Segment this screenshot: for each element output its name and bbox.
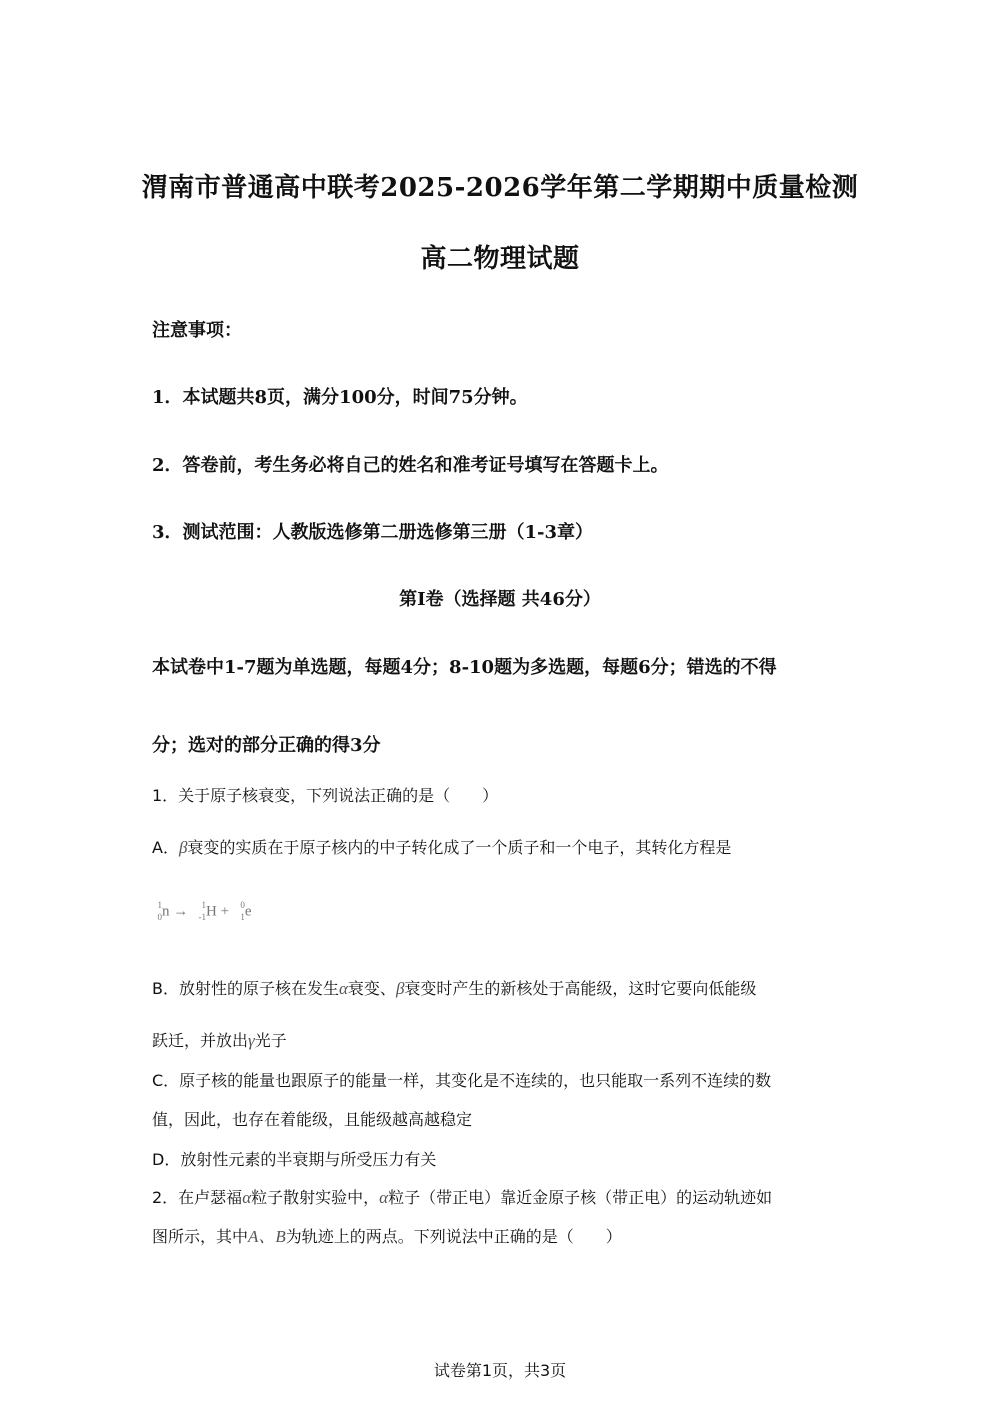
notice-item-3: 3．测试范围：人教版选修第二册选修第三册（1-3章） bbox=[152, 522, 594, 543]
electron-symbol: e bbox=[244, 903, 252, 920]
arrow-symbol: → bbox=[173, 903, 189, 920]
question-1-stem: 1．关于原子核衰变，下列说法正确的是（ ） bbox=[152, 786, 499, 805]
decay-equation bbox=[150, 902, 251, 922]
notice-heading: 注意事项： bbox=[152, 320, 242, 341]
section-heading: 第Ⅰ卷（选择题 共46分） bbox=[399, 589, 601, 610]
section-instruction-line1: 本试卷中1-7题为单选题，每题4分；8-10题为多选题，每题6分；错选的不得 bbox=[152, 657, 777, 678]
question-1-option-c-line2: 值，因此，也存在着能级，且能级越高越稳定 bbox=[152, 1110, 473, 1129]
neutron-nuclide-indices: 1 0 bbox=[157, 900, 162, 922]
option-b-line2-suffix: 光子 bbox=[254, 1031, 287, 1050]
question-2-line1 bbox=[152, 1188, 772, 1208]
question-1-option-a bbox=[152, 838, 731, 858]
option-b-line2-prefix: 跃迁，并放出 bbox=[152, 1031, 249, 1050]
q2-suffix: 粒子（带正电）靠近金原子核（带正电）的运动轨迹如 bbox=[388, 1188, 773, 1207]
hydrogen-symbol: H bbox=[206, 903, 217, 920]
beta-symbol: β bbox=[178, 838, 188, 857]
q2-mid: 粒子散射实验中， bbox=[251, 1188, 380, 1207]
question-2-line2 bbox=[152, 1227, 622, 1247]
plus-symbol: + bbox=[220, 903, 230, 920]
alpha-symbol: α bbox=[338, 979, 348, 998]
beta-symbol: β bbox=[395, 979, 405, 998]
gamma-symbol: γ bbox=[248, 1031, 255, 1050]
notice-item-2: 2．答卷前，考生务必将自己的姓名和准考证号填写在答题卡上。 bbox=[152, 455, 669, 476]
question-1-option-b-line1 bbox=[152, 979, 756, 999]
option-b-mid: 衰变、 bbox=[347, 979, 396, 998]
exam-subtitle: 高二物理试题 bbox=[420, 244, 580, 274]
notice-item-1: 1．本试题共8页，满分100分，时间75分钟。 bbox=[152, 387, 528, 408]
q2-prefix: 2．在卢瑟福 bbox=[152, 1188, 243, 1207]
section-instruction-line2: 分；选对的部分正确的得3分 bbox=[152, 735, 381, 756]
question-1-option-c-line1: C．原子核的能量也跟原子的能量一样，其变化是不连续的，也只能取一系列不连续的数 bbox=[152, 1071, 772, 1090]
hydrogen-nuclide-indices: 1 -1 bbox=[198, 900, 206, 922]
alpha-symbol: α bbox=[242, 1188, 252, 1207]
page-footer: 试卷第1页，共3页 bbox=[433, 1361, 567, 1380]
alpha-symbol: α bbox=[379, 1188, 389, 1207]
electron-nuclide-indices: 0 1 bbox=[240, 900, 245, 922]
option-b-prefix: B．放射性的原子核在发生 bbox=[152, 979, 339, 998]
option-a-text: 衰变的实质在于原子核内的中子转化成了一个质子和一个电子，其转化方程是 bbox=[187, 838, 732, 857]
exam-title: 渭南市普通高中联考2025-2026学年第二学期期中质量检测 bbox=[141, 173, 859, 203]
option-a-prefix: A． bbox=[152, 838, 179, 857]
question-1-option-d: D．放射性元素的半衰期与所受压力有关 bbox=[152, 1150, 437, 1169]
question-1-option-b-line2 bbox=[152, 1031, 287, 1051]
q2-line2-prefix: 图所示，其中 bbox=[152, 1227, 249, 1246]
neutron-symbol: n bbox=[162, 903, 170, 920]
points-ab-label: A、B bbox=[248, 1227, 286, 1246]
option-b-text: 衰变时产生的新核处于高能级，这时它要向低能级 bbox=[404, 979, 757, 998]
q2-line2-suffix: 为轨迹上的两点。下列说法中正确的是（ ） bbox=[285, 1227, 622, 1246]
